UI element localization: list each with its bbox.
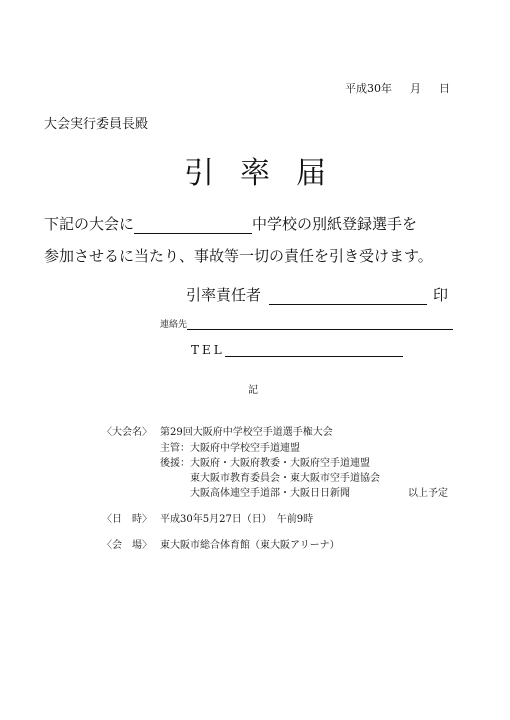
date-month: 月	[410, 82, 421, 95]
date-line	[345, 80, 450, 96]
addressee: 大会実行委員長殿	[44, 117, 149, 132]
support-row-1: 後援：大阪府・大阪府教委・大阪府空手道連盟	[160, 458, 370, 469]
signature-blank	[269, 289, 427, 305]
date-day: 日	[439, 82, 450, 95]
support-row-2: 東大阪市教育委員会・東大阪市空手道協会	[190, 473, 380, 484]
datetime-row	[102, 510, 313, 525]
datetime-value: 平成30年5月27日（日） 午前9時	[160, 514, 314, 525]
document-title: 引率届	[184, 156, 352, 191]
host-row: 主管：大阪府中学校空手道連盟	[160, 443, 300, 454]
contact-blank	[187, 319, 453, 330]
school-blank	[134, 218, 252, 234]
support-note: 以上予定	[408, 488, 448, 499]
venue-label: 〈会 場〉	[102, 540, 152, 551]
tournament-row	[102, 423, 333, 438]
signature-label: 引率責任者	[186, 286, 262, 304]
contact-line	[160, 317, 453, 330]
tel-label: TEL	[191, 343, 225, 357]
ki-heading: 記	[248, 385, 258, 396]
body-line-2: 参加させるに当たり、事故等一切の責任を引き受けます。	[44, 247, 433, 265]
body-line-1-suffix: 中学校の別紙登録選手を	[252, 215, 418, 233]
support-row-3: 大阪高体連空手道部・大阪日日新聞	[190, 488, 350, 499]
seal-mark: 印	[433, 286, 449, 304]
body-line-1	[44, 213, 417, 234]
tournament-name: 第29回大阪府中学校空手道選手権大会	[160, 427, 333, 438]
signature-line	[186, 284, 448, 305]
tournament-label: 〈大会名〉	[102, 427, 152, 438]
contact-label: 連絡先	[160, 320, 188, 330]
venue-row	[102, 536, 340, 551]
tel-blank	[225, 344, 403, 357]
body-line-1-prefix: 下記の大会に	[44, 215, 135, 233]
venue-value: 東大阪市総合体育館（東大阪アリーナ）	[160, 540, 340, 551]
date-year: 平成30年	[345, 82, 392, 95]
tel-line	[191, 343, 403, 357]
datetime-label: 〈日 時〉	[102, 514, 152, 525]
